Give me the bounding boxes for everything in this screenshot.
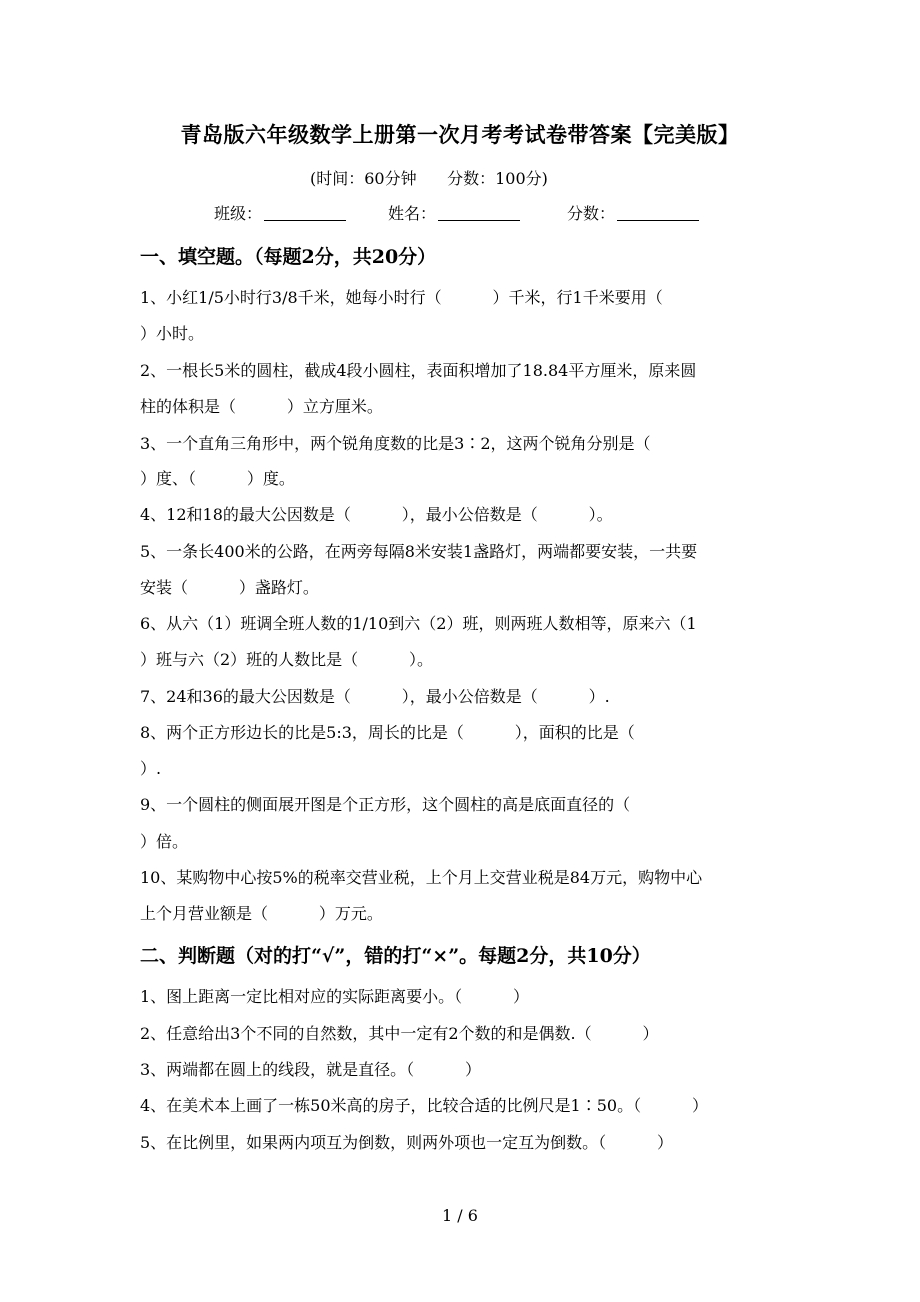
question-line: ）倍。: [140, 832, 189, 851]
question-line: 柱的体积是（ ）立方厘米。: [140, 397, 383, 416]
section1-heading: 一、填空题。（每题2分，共20分）: [140, 246, 437, 268]
judgment-line: 2、任意给出3个不同的自然数，其中一定有2个数的和是偶数.（ ）: [140, 1024, 659, 1043]
question-line: 9、一个圆柱的侧面展开图是个正方形，这个圆柱的高是底面直径的（: [140, 795, 631, 814]
question-line: 8、两个正方形边长的比是5:3，周长的比是（ ），面积的比是（: [140, 723, 635, 742]
question-line: 6、从六（1）班调全班人数的1/10到六（2）班，则两班人数相等，原来六（1: [140, 614, 697, 633]
class-field: [214, 201, 346, 227]
question-line: 7、24和36的最大公因数是（ ），最小公倍数是（ ）.: [140, 687, 610, 706]
judgment-line: 3、两端都在圆上的线段，就是直径。（ ）: [140, 1060, 482, 1079]
exam-title: 青岛版六年级数学上册第一次月考考试卷带答案【完美版】: [180, 122, 740, 147]
exam-subtitle: (时间：60分钟 分数：100分): [310, 169, 548, 188]
question-line: 3、一个直角三角形中，两个锐角度数的比是3∶2，这两个锐角分别是（: [140, 434, 651, 453]
name-label: 姓名：: [388, 204, 437, 223]
question-line: ）度、（ ）度。: [140, 469, 295, 488]
question-line: 2、一根长5米的圆柱，截成4段小圆柱，表面积增加了18.84平方厘米，原来圆: [140, 361, 697, 380]
question-line: 10、某购物中心按5%的税率交营业税，上个月上交营业税是84万元，购物中心: [140, 868, 703, 887]
name-field: [388, 201, 520, 227]
name-blank: [438, 202, 520, 221]
question-line: ）小时。: [140, 324, 205, 343]
class-label: 班级：: [214, 204, 263, 223]
question-line: ）班与六（2）班的人数比是（ ）。: [140, 650, 434, 669]
judgment-line: 5、在比例里，如果两内项互为倒数，则两外项也一定互为倒数。（ ）: [140, 1133, 674, 1152]
judgment-line: 4、在美术本上画了一栋50米高的房子，比较合适的比例尺是1∶50。（ ）: [140, 1096, 708, 1115]
question-line: 安装（ ）盏路灯。: [140, 578, 319, 597]
page-indicator: 1 / 6: [442, 1206, 478, 1225]
question-line: 上个月营业额是（ ）万元。: [140, 904, 383, 923]
section2-heading: 二、判断题（对的打“√”，错的打“×”。每题2分，共10分）: [140, 945, 651, 967]
judgment-line: 1、图上距离一定比相对应的实际距离要小。（ ）: [140, 987, 530, 1006]
class-blank: [264, 202, 346, 221]
question-line: 4、12和18的最大公因数是（ ），最小公倍数是（ ）。: [140, 505, 613, 524]
question-line: ）.: [140, 759, 162, 778]
score-blank: [617, 202, 699, 221]
question-line: 1、小红1/5小时行3/8千米，她每小时行（ ）千米，行1千米要用（: [140, 288, 663, 307]
score-label: 分数：: [567, 204, 616, 223]
question-line: 5、一条长400米的公路，在两旁每隔8米安装1盏路灯，两端都要安装，一共要: [140, 542, 698, 561]
score-field: [567, 201, 699, 227]
